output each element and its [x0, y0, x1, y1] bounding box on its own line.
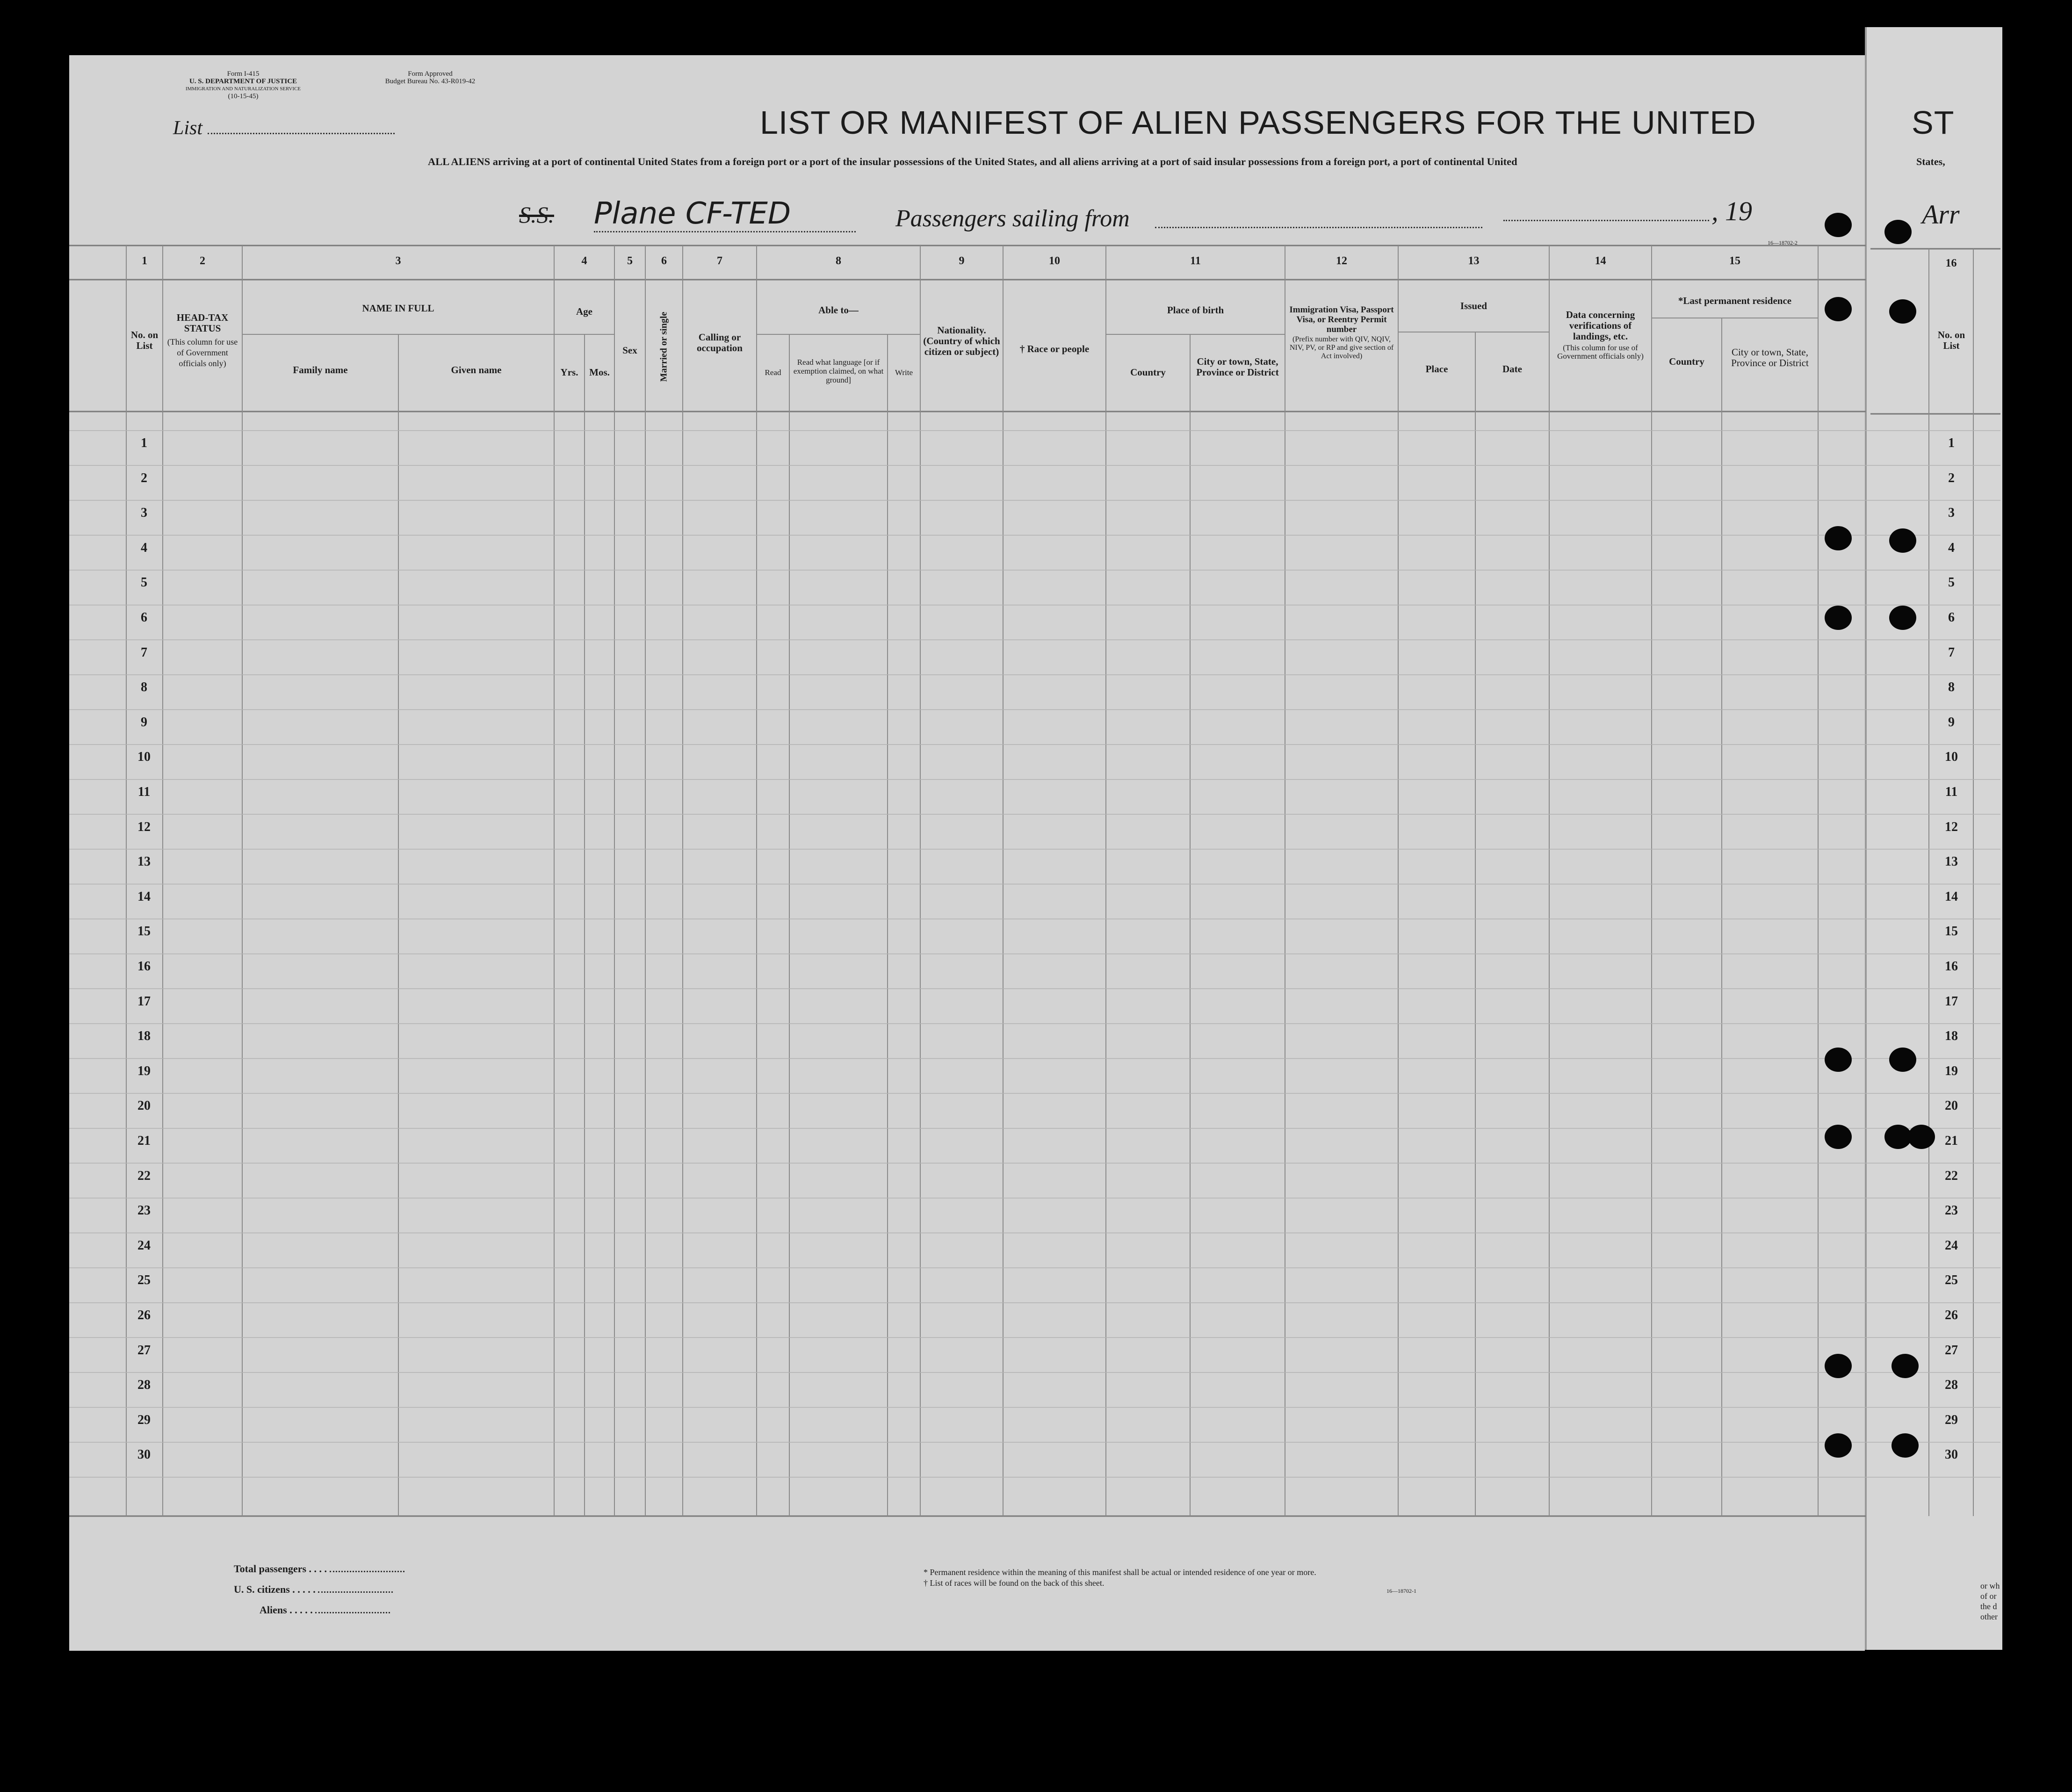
row-number-right: 24 — [1945, 1238, 1958, 1253]
punch-hole — [1889, 1048, 1916, 1072]
row-number: 21 — [137, 1134, 151, 1148]
marital-header: Married or single — [658, 311, 669, 382]
form-code: 16—18702-2 — [1768, 239, 1798, 246]
row-number-right: 28 — [1945, 1378, 1958, 1393]
row-number-right: 5 — [1948, 575, 1955, 590]
right-page-fragment — [1980, 1581, 2000, 1622]
row-number-right: 26 — [1945, 1308, 1958, 1322]
page-subtitle: ALL ALIENS arriving at a port of continental United States from a foreign port or a port of the insular possessions of the United States, and all aliens arriving at a port of said insular possessions from a foreign port, a port of continental United — [428, 156, 1517, 167]
page-title: LIST OR MANIFEST OF ALIEN PASSENGERS FOR THE UNITED — [760, 104, 1756, 141]
col-number-9: 9 — [959, 255, 965, 267]
punch-hole — [1825, 297, 1852, 321]
landing-data-note: (This column for use of Government officials only) — [1557, 343, 1644, 361]
col-number-4: 4 — [581, 255, 587, 267]
row-number-right: 27 — [1945, 1343, 1958, 1358]
col-number-15: 15 — [1729, 255, 1740, 267]
row-number-right: 17 — [1945, 994, 1958, 1009]
row-number-right: 2 — [1948, 470, 1955, 485]
punch-hole — [1825, 213, 1852, 237]
row-number: 19 — [137, 1063, 151, 1078]
col16-header: No. on List — [1937, 329, 1965, 351]
row-number-right: 11 — [1945, 785, 1958, 799]
col-number-6: 6 — [661, 255, 667, 267]
last-residence-header: *Last permanent residence — [1678, 295, 1792, 306]
footer-code: 16—18702-1 — [1386, 1588, 1416, 1594]
row-number-right: 4 — [1948, 540, 1955, 555]
visa-note: (Prefix number with QIV, NQIV, NIV, PV, or RP and give section of Act involved) — [1289, 335, 1394, 360]
col-number-2: 2 — [200, 255, 205, 267]
row-number: 5 — [141, 575, 147, 590]
age-months-header: Mos. — [589, 367, 610, 378]
grid-major-lines — [69, 246, 2000, 1516]
row-number: 13 — [137, 854, 151, 869]
row-number: 22 — [137, 1168, 151, 1183]
visa-label: Immigration Visa, Passport Visa, or Reentry Permit number — [1289, 305, 1394, 334]
col-number-16: 16 — [1945, 257, 1957, 269]
row-number: 11 — [137, 785, 151, 799]
arriving-continued: Arr — [1922, 199, 1960, 230]
nationality-header: Nationality. (Country of which citizen or subject) — [923, 325, 1000, 357]
row-number: 28 — [137, 1378, 151, 1393]
residence-city-header: City or town, State, Province or District — [1731, 347, 1809, 369]
punch-hole — [1884, 220, 1912, 244]
form-number: Form I-415 — [227, 70, 260, 78]
residence-country-header: Country — [1669, 356, 1704, 367]
row-number: 7 — [141, 645, 147, 660]
given-name-header: Given name — [451, 364, 502, 376]
family-name-header: Family name — [293, 364, 348, 376]
col-number-10: 10 — [1049, 255, 1060, 267]
row-number-right: 18 — [1945, 1029, 1958, 1044]
row-number: 26 — [137, 1308, 151, 1322]
grid-column-lines — [126, 246, 1973, 1516]
punch-hole — [1889, 606, 1916, 630]
department: U. S. DEPARTMENT OF JUSTICE — [189, 78, 297, 85]
row-number-right: 30 — [1945, 1447, 1958, 1462]
punch-hole — [1889, 528, 1916, 553]
row-number: 2 — [141, 470, 147, 485]
col-number-5: 5 — [627, 255, 633, 267]
issued-header: Issued — [1460, 300, 1487, 311]
row-number-right: 3 — [1948, 506, 1955, 520]
row-number-right: 7 — [1948, 645, 1955, 660]
col-number-14: 14 — [1595, 255, 1606, 267]
write-header: Write — [895, 368, 913, 377]
approved-text: Form Approved — [408, 70, 453, 78]
row-number-right: 1 — [1948, 436, 1955, 450]
row-number-right: 9 — [1948, 715, 1955, 730]
row-number-right: 20 — [1945, 1098, 1958, 1113]
landing-data-header — [1551, 310, 1650, 361]
col-number-11: 11 — [1190, 255, 1201, 267]
punch-hole — [1892, 1433, 1919, 1458]
row-number-right: 21 — [1945, 1134, 1958, 1148]
punch-hole — [1825, 1048, 1852, 1072]
punch-hole — [1825, 1125, 1852, 1149]
able-to-header: Able to— — [818, 304, 859, 316]
col-number-12: 12 — [1336, 255, 1347, 267]
row-number: 6 — [141, 610, 147, 625]
row-number: 9 — [141, 715, 147, 730]
row-number-right: 16 — [1945, 959, 1958, 974]
budget-number: Budget Bureau No. 43-R019-42 — [385, 78, 476, 85]
col3-header: NAME IN FULL — [362, 303, 434, 314]
head-tax-note: (This column for use of Government officials only) — [167, 337, 238, 368]
punch-hole — [1825, 1354, 1852, 1378]
us-citizens-label: U. S. citizens . . . . . — [234, 1583, 393, 1596]
sailing-from-label: Passengers sailing from — [895, 205, 1130, 232]
birthplace-header: Place of birth — [1167, 304, 1224, 316]
total-passengers-label: Total passengers . . . . — [234, 1563, 404, 1575]
fragment-line-4: other — [1980, 1612, 1998, 1621]
race-header: † Race or people — [1019, 343, 1090, 354]
row-number: 18 — [137, 1029, 151, 1044]
row-number: 15 — [137, 924, 151, 939]
issued-place-header: Place — [1425, 363, 1448, 375]
landing-data-label: Data concerning verifications of landings, etc. — [1566, 309, 1635, 342]
row-number: 23 — [137, 1203, 151, 1218]
footnote-races: † List of races will be found on the back of this sheet. — [924, 1578, 1105, 1588]
page-subtitle-continued: States, — [1916, 156, 1945, 167]
age-header: Age — [576, 306, 592, 317]
page-title-continued: ST — [1912, 104, 1955, 141]
row-number: 20 — [137, 1098, 151, 1113]
col1-header: No. on List — [130, 329, 159, 351]
marital-header-cell — [645, 281, 683, 412]
fragment-line-2: of or — [1980, 1591, 1997, 1601]
service: IMMIGRATION AND NATURALIZATION SERVICE — [185, 86, 301, 92]
language-header: Read what language [or if exemption claimed, on what ground] — [793, 358, 884, 384]
col2-header — [165, 312, 240, 369]
birth-city-header: City or town, State, Province or District — [1196, 356, 1279, 378]
row-number-right: 29 — [1945, 1412, 1958, 1427]
punch-hole — [1889, 299, 1916, 324]
age-years-header: Yrs. — [560, 367, 578, 378]
fragment-line-3: the d — [1980, 1602, 1997, 1611]
list-label: List — [173, 117, 395, 139]
fragment-line-1: or wh — [1980, 1581, 2000, 1590]
year-prefix: , 19 — [1711, 196, 1752, 226]
row-number: 16 — [137, 959, 151, 974]
read-header: Read — [765, 368, 781, 377]
row-number-right: 15 — [1945, 924, 1958, 939]
row-number-right: 23 — [1945, 1203, 1958, 1218]
row-number-right: 22 — [1945, 1168, 1958, 1183]
row-number-right: 13 — [1945, 854, 1958, 869]
aliens-label: Aliens . . . . . — [260, 1604, 390, 1616]
occupation-header: Calling or occupation — [696, 332, 743, 354]
row-number: 24 — [137, 1238, 151, 1253]
row-number: 1 — [141, 436, 147, 450]
birth-country-header: Country — [1130, 367, 1166, 378]
row-number-right: 25 — [1945, 1273, 1958, 1288]
vessel-name-handwritten: Plane CF-TED — [594, 196, 856, 232]
punch-hole — [1892, 1354, 1919, 1378]
row-number: 4 — [141, 540, 147, 555]
col-number-1: 1 — [142, 255, 147, 267]
row-number: 25 — [137, 1273, 151, 1288]
head-tax-label: HEAD-TAX STATUS — [176, 312, 229, 334]
row-number: 8 — [141, 680, 147, 695]
punch-hole — [1825, 606, 1852, 630]
row-number: 27 — [137, 1343, 151, 1358]
row-number-right: 8 — [1948, 680, 1955, 695]
row-number: 30 — [137, 1447, 151, 1462]
visa-header — [1287, 305, 1396, 361]
row-number: 3 — [141, 506, 147, 520]
row-number: 17 — [137, 994, 151, 1009]
row-number-right: 10 — [1945, 750, 1958, 765]
punch-hole — [1908, 1125, 1935, 1149]
row-number-right: 19 — [1945, 1063, 1958, 1078]
col-number-3: 3 — [395, 255, 401, 267]
punch-hole — [1825, 1433, 1852, 1458]
row-number-right: 14 — [1945, 889, 1958, 904]
row-number: 12 — [137, 819, 151, 834]
grid-row-lines — [69, 431, 2000, 1477]
issued-date-header: Date — [1502, 363, 1522, 375]
footnote-residence: * Permanent residence within the meaning of this manifest shall be actual or intended residence of one year or more. — [924, 1568, 1316, 1577]
row-number-right: 12 — [1945, 819, 1958, 834]
sex-header: Sex — [622, 345, 637, 356]
col-number-13: 13 — [1468, 255, 1480, 267]
row-number-right: 6 — [1948, 610, 1955, 625]
col-number-7: 7 — [717, 255, 722, 267]
punch-hole — [1825, 526, 1852, 550]
row-number: 10 — [137, 750, 151, 765]
ss-label: S.S. — [519, 202, 554, 228]
row-number: 14 — [137, 889, 151, 904]
col-number-8: 8 — [836, 255, 841, 267]
date-code: (10-15-45) — [228, 93, 259, 100]
row-number: 29 — [137, 1412, 151, 1427]
